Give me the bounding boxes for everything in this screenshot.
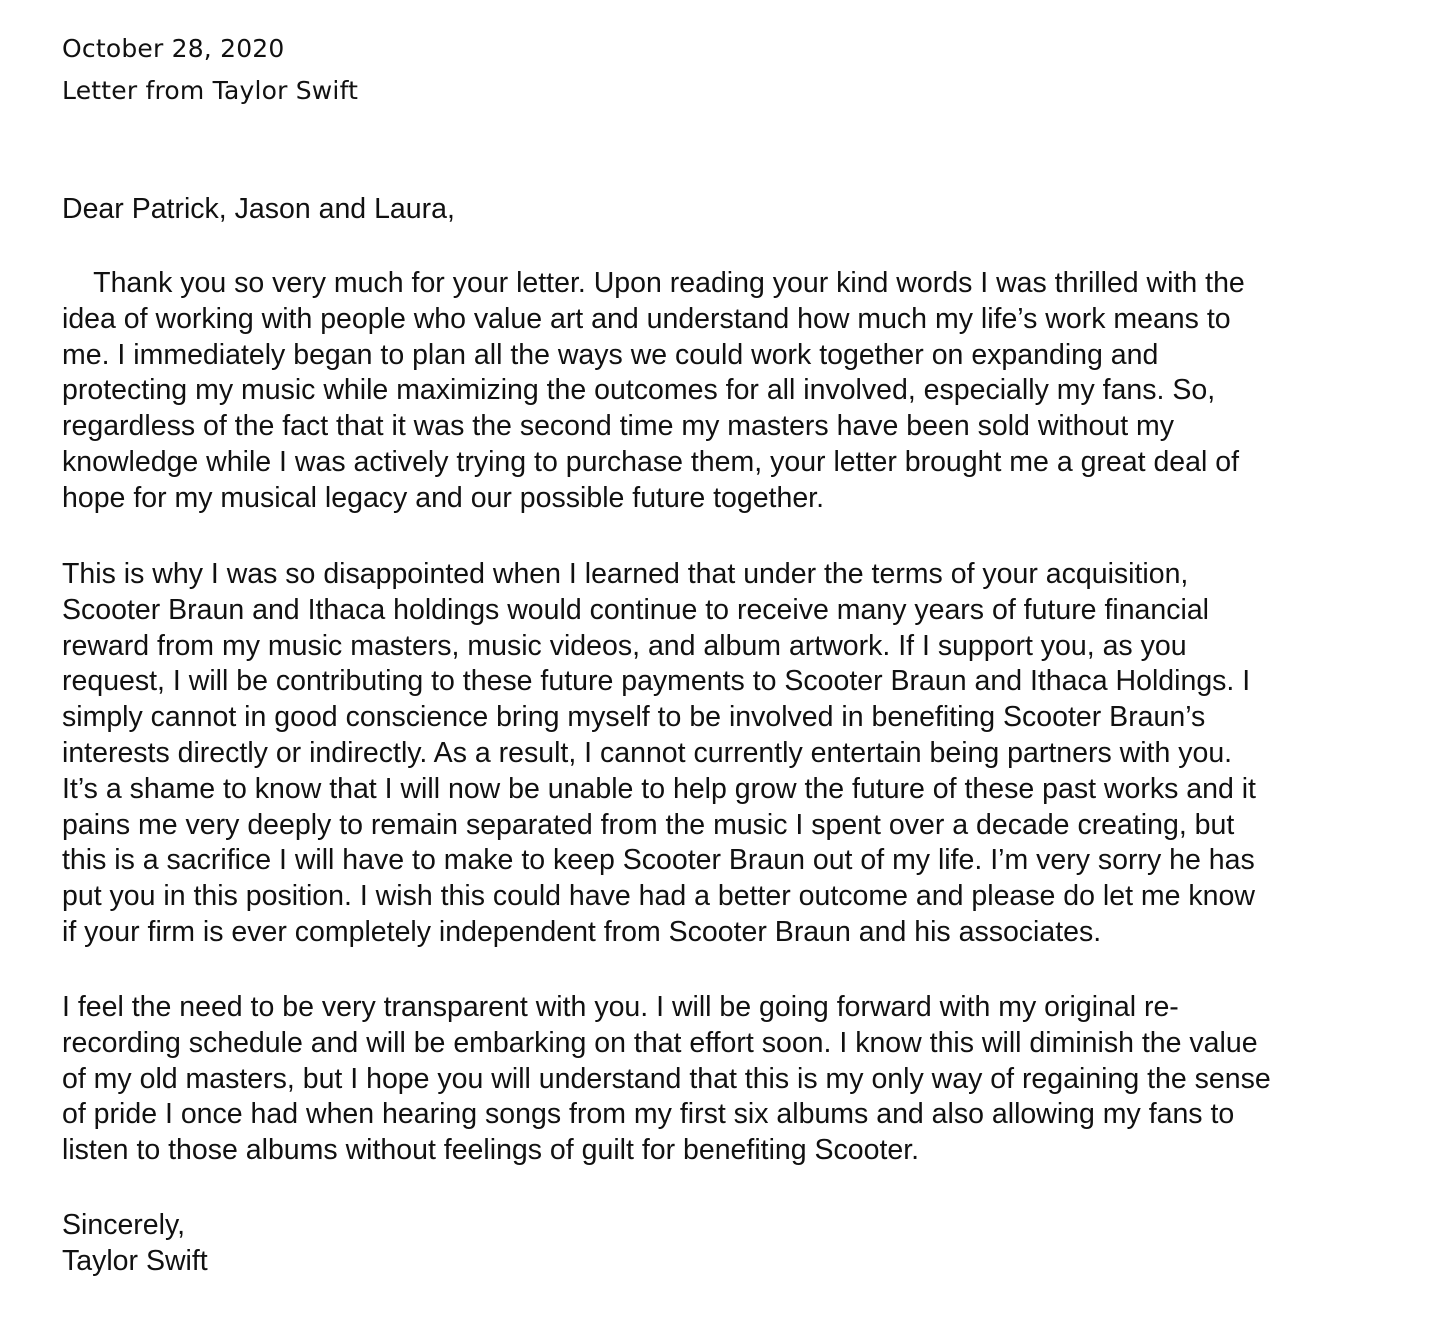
paragraph-line: recording schedule and will be embarking on that effort soon. I know this will diminish the value bbox=[62, 1026, 1258, 1059]
salutation bbox=[62, 192, 1402, 228]
paragraph-line: this is a sacrifice I will have to make to keep Scooter Braun out of my life. I’m very sorry he has bbox=[62, 844, 1255, 877]
salutation-text: Dear Patrick, Jason and Laura, bbox=[62, 193, 455, 225]
paragraph-line: pains me very deeply to remain separated from the music I spent over a decade creating, but bbox=[62, 808, 1235, 841]
paragraph-3 bbox=[62, 990, 1402, 1169]
paragraph-line: interests directly or indirectly. As a result, I cannot currently entertain being partners with you. bbox=[62, 736, 1233, 769]
paragraph-line: simply cannot in good conscience bring myself to be involved in benefiting Scooter Braun’s bbox=[62, 701, 1206, 734]
paragraph-line: listen to those albums without feelings of guilt for benefiting Scooter. bbox=[62, 1134, 920, 1167]
paragraph-1 bbox=[62, 266, 1402, 517]
paragraph-line: knowledge while I was actively trying to purchase them, your letter brought me a great deal of bbox=[62, 445, 1240, 478]
letter-header bbox=[62, 28, 358, 112]
paragraph-line: I feel the need to be very transparent with you. I will be going forward with my original re- bbox=[62, 991, 1179, 1023]
paragraph-line: hope for my musical legacy and our possible future together. bbox=[62, 481, 825, 514]
paragraph-line: protecting my music while maximizing the outcomes for all involved, especially my fans. So, bbox=[62, 374, 1216, 407]
paragraph-line: It’s a shame to know that I will now be unable to help grow the future of these past works and it bbox=[62, 772, 1256, 805]
paragraph-line: of pride I once had when hearing songs from my first six albums and also allowing my fans to bbox=[62, 1098, 1235, 1131]
paragraph-line: Thank you so very much for your letter. Upon reading your kind words I was thrilled with the bbox=[62, 267, 1245, 299]
paragraph-line: if your firm is ever completely independent from Scooter Braun and his associates. bbox=[62, 915, 1102, 948]
paragraph-line: reward from my music masters, music videos, and album artwork. If I support you, as you bbox=[62, 629, 1187, 662]
signature-name: Taylor Swift bbox=[62, 1244, 208, 1277]
letter-title: Letter from Taylor Swift bbox=[62, 76, 359, 105]
paragraph-line: regardless of the fact that it was the second time my masters have been sold without my bbox=[62, 410, 1175, 443]
paragraph-line: put you in this position. I wish this could have had a better outcome and please do let me know bbox=[62, 880, 1255, 913]
letter-closing bbox=[62, 1208, 1402, 1280]
valediction: Sincerely, bbox=[62, 1209, 186, 1241]
letter-date: October 28, 2020 bbox=[62, 34, 285, 63]
paragraph-line: request, I will be contributing to these future payments to Scooter Braun and Ithaca Holdings. I bbox=[62, 665, 1251, 698]
paragraph-line: idea of working with people who value art and understand how much my life’s work means to bbox=[62, 302, 1231, 335]
paragraph-2 bbox=[62, 557, 1402, 951]
paragraph-line: This is why I was so disappointed when I learned that under the terms of your acquisition, bbox=[62, 558, 1189, 590]
paragraph-line: me. I immediately began to plan all the ways we could work together on expanding and bbox=[62, 338, 1159, 371]
paragraph-line: Scooter Braun and Ithaca holdings would continue to receive many years of future financial bbox=[62, 593, 1210, 626]
paragraph-line: of my old masters, but I hope you will understand that this is my only way of regaining the sense bbox=[62, 1062, 1271, 1095]
